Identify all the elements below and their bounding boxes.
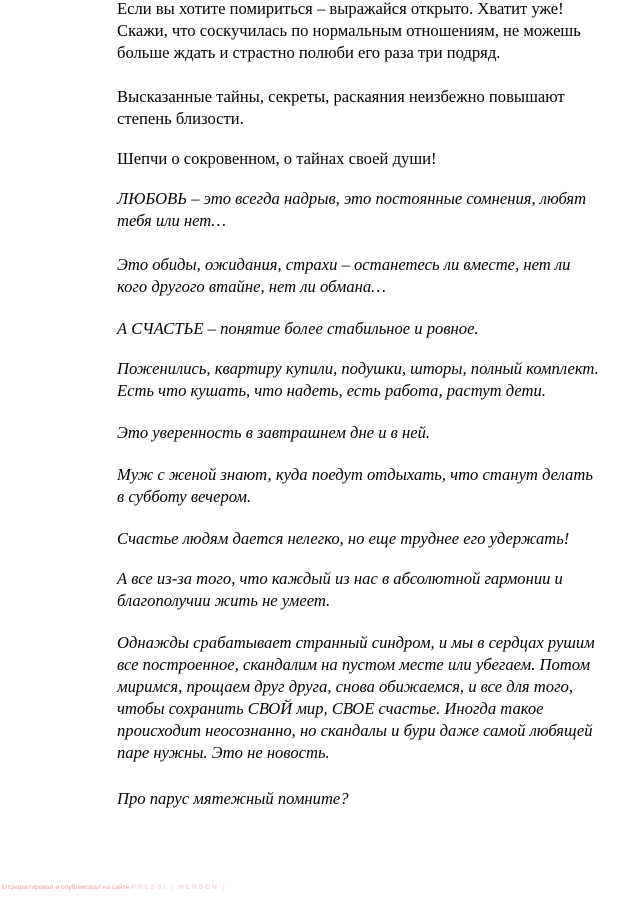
paragraph-line: Это обиды, ожидания, страхи – останетесь ли вместе, нет ли	[117, 255, 571, 274]
footer-text: Отредактировал и опубликовал на сайте	[2, 884, 130, 891]
paragraph-line: Про парус мятежный помните?	[117, 789, 349, 808]
footer-site-link[interactable]: PRESSI ( HERSON )	[131, 884, 227, 891]
paragraph-line: Счастье людям дается нелегко, но еще труднее его удержать!	[117, 529, 570, 548]
paragraph-line: А СЧАСТЬЕ – понятие более стабильное и ровное.	[117, 319, 479, 338]
paragraph-line: кого другого втайне, нет ли обмана…	[117, 277, 386, 296]
paragraph-6	[117, 318, 479, 340]
paragraph-line: А все из-за того, что каждый из нас в абсолютной гармонии и	[117, 569, 563, 588]
paragraph-line: Высказанные тайны, секреты, раскаяния неизбежно повышают	[117, 87, 565, 106]
paragraph-1	[117, 0, 581, 64]
paragraph-line: паре нужны. Это не новость.	[117, 743, 330, 762]
paragraph-line: Шепчи о сокровенном, о тайнах своей души!	[117, 149, 437, 168]
paragraph-13	[117, 788, 349, 810]
paragraph-line: Однажды срабатывает странный синдром, и мы в сердцах рушим	[117, 633, 595, 652]
paragraph-line: степень близости.	[117, 109, 244, 128]
paragraph-9	[117, 464, 593, 508]
publisher-footer	[2, 884, 227, 891]
paragraph-line: Муж с женой знают, куда поедут отдыхать, что станут делать	[117, 465, 593, 484]
paragraph-5	[117, 254, 570, 298]
paragraph-7	[117, 358, 599, 402]
paragraph-line: Скажи, что соскучилась по нормальным отношениям, не можешь	[117, 21, 581, 40]
paragraph-line: ЛЮБОВЬ – это всегда надрыв, это постоянные сомнения, любят	[117, 189, 587, 208]
paragraph-line: чтобы сохранить СВОЙ мир, СВОЕ счастье. Иногда такое	[117, 699, 544, 718]
paragraph-11	[117, 568, 563, 612]
paragraph-4	[117, 188, 586, 232]
paragraph-line: в субботу вечером.	[117, 487, 252, 506]
paragraph-line: Это уверенность в завтрашнем дне и в ней.	[117, 423, 431, 442]
paragraph-line: Если вы хотите помириться – выражайся открыто. Хватит уже!	[117, 0, 564, 18]
paragraph-line: тебя или нет…	[117, 211, 227, 230]
paragraph-3	[117, 148, 437, 170]
paragraph-line: благополучии жить не умеет.	[117, 591, 331, 610]
paragraph-8	[117, 422, 430, 444]
paragraph-10	[117, 528, 569, 550]
paragraph-line: все построенное, скандалим на пустом месте или убегаем. Потом	[117, 655, 591, 674]
paragraph-line: больше ждать и страстно полюби его раза три подряд.	[117, 43, 501, 62]
paragraph-line: происходит неосознанно, но скандалы и бури даже самой любящей	[117, 721, 593, 740]
paragraph-line: Есть что кушать, что надеть, есть работа, растут дети.	[117, 381, 546, 400]
paragraph-line: Поженились, квартиру купили, подушки, шторы, полный комплект.	[117, 359, 599, 378]
paragraph-12	[117, 632, 595, 764]
paragraph-2	[117, 86, 565, 130]
paragraph-line: миримся, прощаем друг друга, снова обижаемся, и все для того,	[117, 677, 573, 696]
